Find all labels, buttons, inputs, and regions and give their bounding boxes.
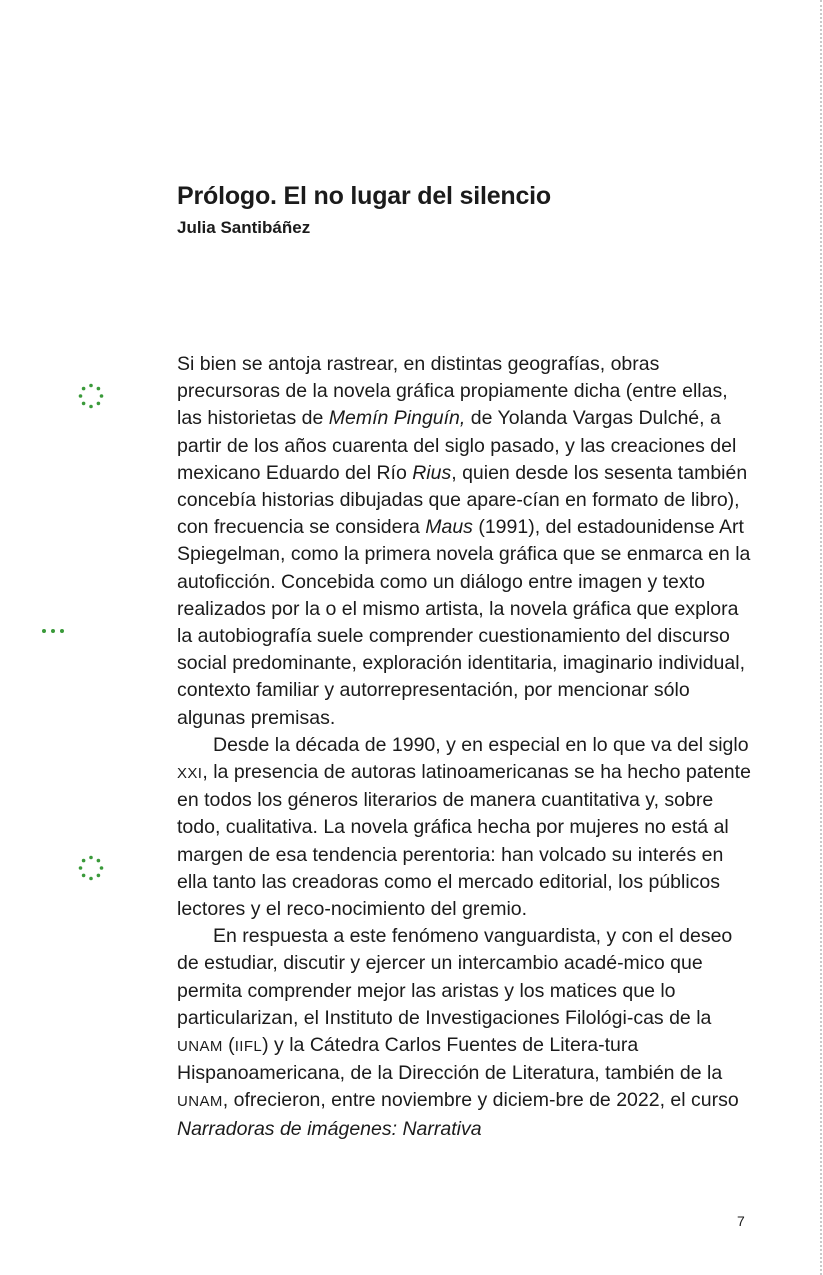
- italic-title: Rius: [412, 461, 452, 484]
- paragraph-3: [177, 923, 752, 1143]
- small-caps-text: XXI: [177, 765, 203, 783]
- small-caps-text: IIFL: [234, 1038, 263, 1056]
- text-run: Desde la década de 1990, y en especial en lo que va del siglo: [213, 733, 749, 756]
- text-run: (: [222, 1034, 235, 1057]
- text-run: En respuesta a este fenómeno vanguardista, y con el deseo de estudiar, discutir y ejercer un intercambio acadé-mico que permita comprender mejor las aristas y los matices que lo particularizan, el Instituto de Investigaciones Filológi-cas de la: [177, 925, 733, 1029]
- small-caps-text: UNAM: [177, 1093, 223, 1111]
- text-run: de Yolanda Vargas Dulché, a partir de los años cuarenta del siglo pasado, y las creaciones del mexicano Eduardo del Río: [177, 407, 737, 484]
- text-run: ) y la Cátedra Carlos Fuentes de Litera-tura Hispanoamericana, de la Dirección de Literatura, también de la: [177, 1034, 723, 1085]
- italic-title: Narradoras de imágenes: Narrativa: [177, 1117, 482, 1140]
- three-dots-ornament-icon: [41, 626, 65, 636]
- body-text: [177, 351, 752, 1143]
- italic-title: Maus: [425, 516, 473, 539]
- text-run: , la presencia de autoras latinoamericanas se ha hecho patente en todos los géneros literarios de manera cuantitativa y, sobre todo, cualitativa. La novela gráfica hecha por mujeres no está al margen de esa tendencia perentoria: han volcado su interés en ella tanto las creadoras como el mercado editorial, los públicos lectores y el reco-nocimiento del gremio.: [177, 761, 751, 921]
- text-run: (1991), del estadounidense Art Spiegelman, como la primera novela gráfica que se enmarca en la autoficción. Concebida como un diálogo entre imagen y texto realizados por la o el mismo artista, la novela gráfica que explora la autobiografía suele comprender cuestionamiento del discurso social predominante, exploración identitaria, imaginario individual, contexto familiar y autorrepresentación, por mencionar sólo algunas premisas.: [177, 516, 751, 729]
- chapter-author: Julia Santibáñez: [177, 218, 311, 237]
- dot-ring-ornament-icon: [78, 383, 104, 409]
- dot-ring-ornament-icon: [78, 855, 104, 881]
- small-caps-text: UNAM: [177, 1038, 223, 1056]
- paragraph-1: [177, 351, 752, 732]
- text-run: , quien desde los sesenta también concebía historias dibujadas que apare-cían en formato de libro), con frecuencia se considera: [177, 461, 748, 539]
- text-run: , ofrecieron, entre noviembre y diciem-bre de 2022, el curso: [222, 1089, 739, 1112]
- text-run: Si bien se antoja rastrear, en distintas geografías, obras precursoras de la novela gráfica propiamente dicha (entre ellas, las historietas de: [177, 353, 728, 430]
- italic-title: Memín Pinguín,: [328, 407, 466, 430]
- chapter-title: Prólogo. El no lugar del silencio: [177, 182, 552, 210]
- page-number: 7: [737, 1213, 745, 1229]
- paragraph-2: [177, 732, 752, 923]
- page-edge-dotted-border: [820, 0, 822, 1275]
